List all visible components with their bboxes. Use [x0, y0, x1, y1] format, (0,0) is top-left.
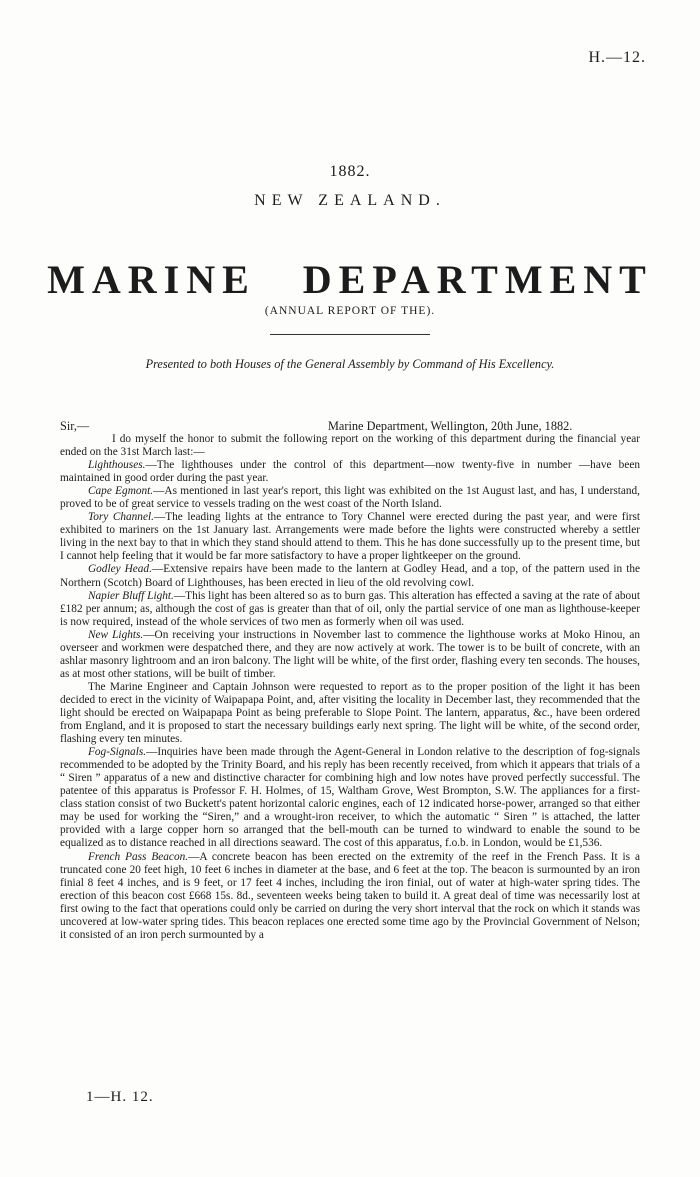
section-heading: New Lights. [88, 628, 144, 641]
section-heading: Fog-Signals. [88, 746, 147, 759]
section-text: The Marine Engineer and Captain Johnson were requested to report as to the proper position of the light it has been decided to erect in the vicinity of Waipapapa Point, and, after visiting the locality in December last, they recommended that the light should be erected on Waipapapa Point as being preferable to Slope Point. The lantern, apparatus, &c., have been ordered from England, and it is proposed to start the necessary buildings early next spring. The light will be white, of the second order, flashing every ten minutes. [60, 680, 640, 746]
report-subtitle: (ANNUAL REPORT OF THE). [264, 305, 436, 317]
section-heading: Cape Egmont. [88, 485, 154, 498]
section-paragraph [60, 511, 640, 563]
page-signature: 1—H. 12. [86, 1089, 154, 1105]
department-title: MARINE DEPARTMENT [47, 257, 653, 302]
address-date: Marine Department, Wellington, 20th June, 1882. [328, 419, 573, 433]
page-id: H.—12. [588, 49, 646, 66]
report-year: 1882. [329, 163, 371, 180]
section-paragraph [60, 590, 640, 629]
section-text: —The leading lights at the entrance to Tory Channel were erected during the past year, and were first exhibited to mariners on the 1st January last. Arrangements were made before the lights were constructed whereby a settler living in the next bay to that in which they stand should attend to them. This he has done successfully up to the present time, but I cannot help feeling that it would be far more satisfactory to have a proper lightkeeper on the ground. [60, 511, 641, 563]
intro-paragraph: I do myself the honor to submit the following report on the working of this department during the financial year ended on the 31st March last:— [60, 433, 640, 459]
section-paragraph [60, 746, 640, 850]
section-text: —As mentioned in last year's report, this light was exhibited on the 1st August last, and has, I understand, proved to be of great service to vessels trading on the west coast of the North Island. [60, 485, 640, 511]
title-divider [270, 334, 430, 335]
section-text: —The lighthouses under the control of this department—now twenty-five in number —have been maintained in good order during the past year. [60, 459, 640, 485]
section-heading: Lighthouses. [88, 459, 146, 472]
section-paragraph [60, 563, 640, 589]
section-paragraph [60, 485, 640, 511]
section-paragraph [60, 459, 640, 485]
section-heading: French Pass Beacon. [88, 850, 189, 863]
section-text: —Inquiries have been made through the Agent-General in London relative to the description of fog-signals recommended to be adopted by the Trinity Board, and his reply has been recently received, from which it appears that trials of a “ Siren ” apparatus of a new and distinctive character for combining high and low notes have proved perfectly successful. The patentee of this apparatus is Professor F. H. Holmes, of 15, Waltham Grove, West Brompton, S.W. The appliances for a first-class station consist of two Buckett's patent horizontal caloric engines, each of 12 indicated horse-power, arranged so that either may be used for working the “Siren,” and a wrought-iron receiver, to which the automatic “ Siren ” is attached, the latter provided with a large copper horn so arranged that the bell-mouth can be turned to windward to enable the sound to be equalized as to distance reached in all directions seaward. The cost of this apparatus, f.o.b. in London, would be £1,536. [60, 746, 640, 850]
section-text: —On receiving your instructions in November last to commence the lighthouse works at Moko Hinou, an overseer and workmen were despatched there, and they are now actively at work. The tower is to be built of concrete, with an ashlar masonry lightroom and an iron balcony. The light will be white, of the first order, flashing every ten seconds. The houses, as at most other stations, will be built of timber. [60, 628, 640, 680]
section-heading: Godley Head. [88, 563, 152, 576]
section-paragraph [60, 681, 640, 746]
country-name: NEW ZEALAND. [254, 192, 446, 209]
section-heading: Tory Channel. [88, 511, 154, 524]
section-paragraph [60, 629, 640, 681]
section-text: —This light has been altered so as to burn gas. This alteration has effected a saving at the rate of about £182 per annum; as, although the cost of gas is greater than that of oil, only the partial service of one man as lighthouse-keeper is now required, instead of the whole services of two men as formerly when oil was used. [60, 589, 640, 628]
section-heading: Napier Bluff Light. [88, 589, 174, 602]
salutation: Sir,— [60, 419, 90, 433]
report-body [60, 433, 640, 942]
section-text: —Extensive repairs have been made to the lantern at Godley Head, and a top, of the pattern used in the Northern (Scotch) Board of Lighthouses, has been erected in lieu of the old revolving cowl. [60, 563, 640, 589]
presented-line: Presented to both Houses of the General Assembly by Command of His Excellency. [145, 357, 555, 371]
section-text: —A concrete beacon has been erected on the extremity of the reef in the French Pass. It is a truncated cone 20 feet high, 10 feet 6 inches in diameter at the base, and 6 feet at the top. The beacon is surmounted by an iron finial 8 feet 4 inches, and is 9 feet, or 17 feet 4 inches, including the iron finial, out of water at high-water spring tides. The erection of this beacon cost £668 15s. 8d., seventeen weeks being taken to build it. A great deal of time was necessarily lost at first owing to the fact that operations could only be carried on during the very short interval that the rock on which it stands was uncovered at low-water spring tides. This beacon replaces one erected some time ago by the Provincial Government of Nelson; it consisted of an iron perch surmounted by a [60, 850, 640, 941]
section-paragraph [60, 851, 640, 942]
